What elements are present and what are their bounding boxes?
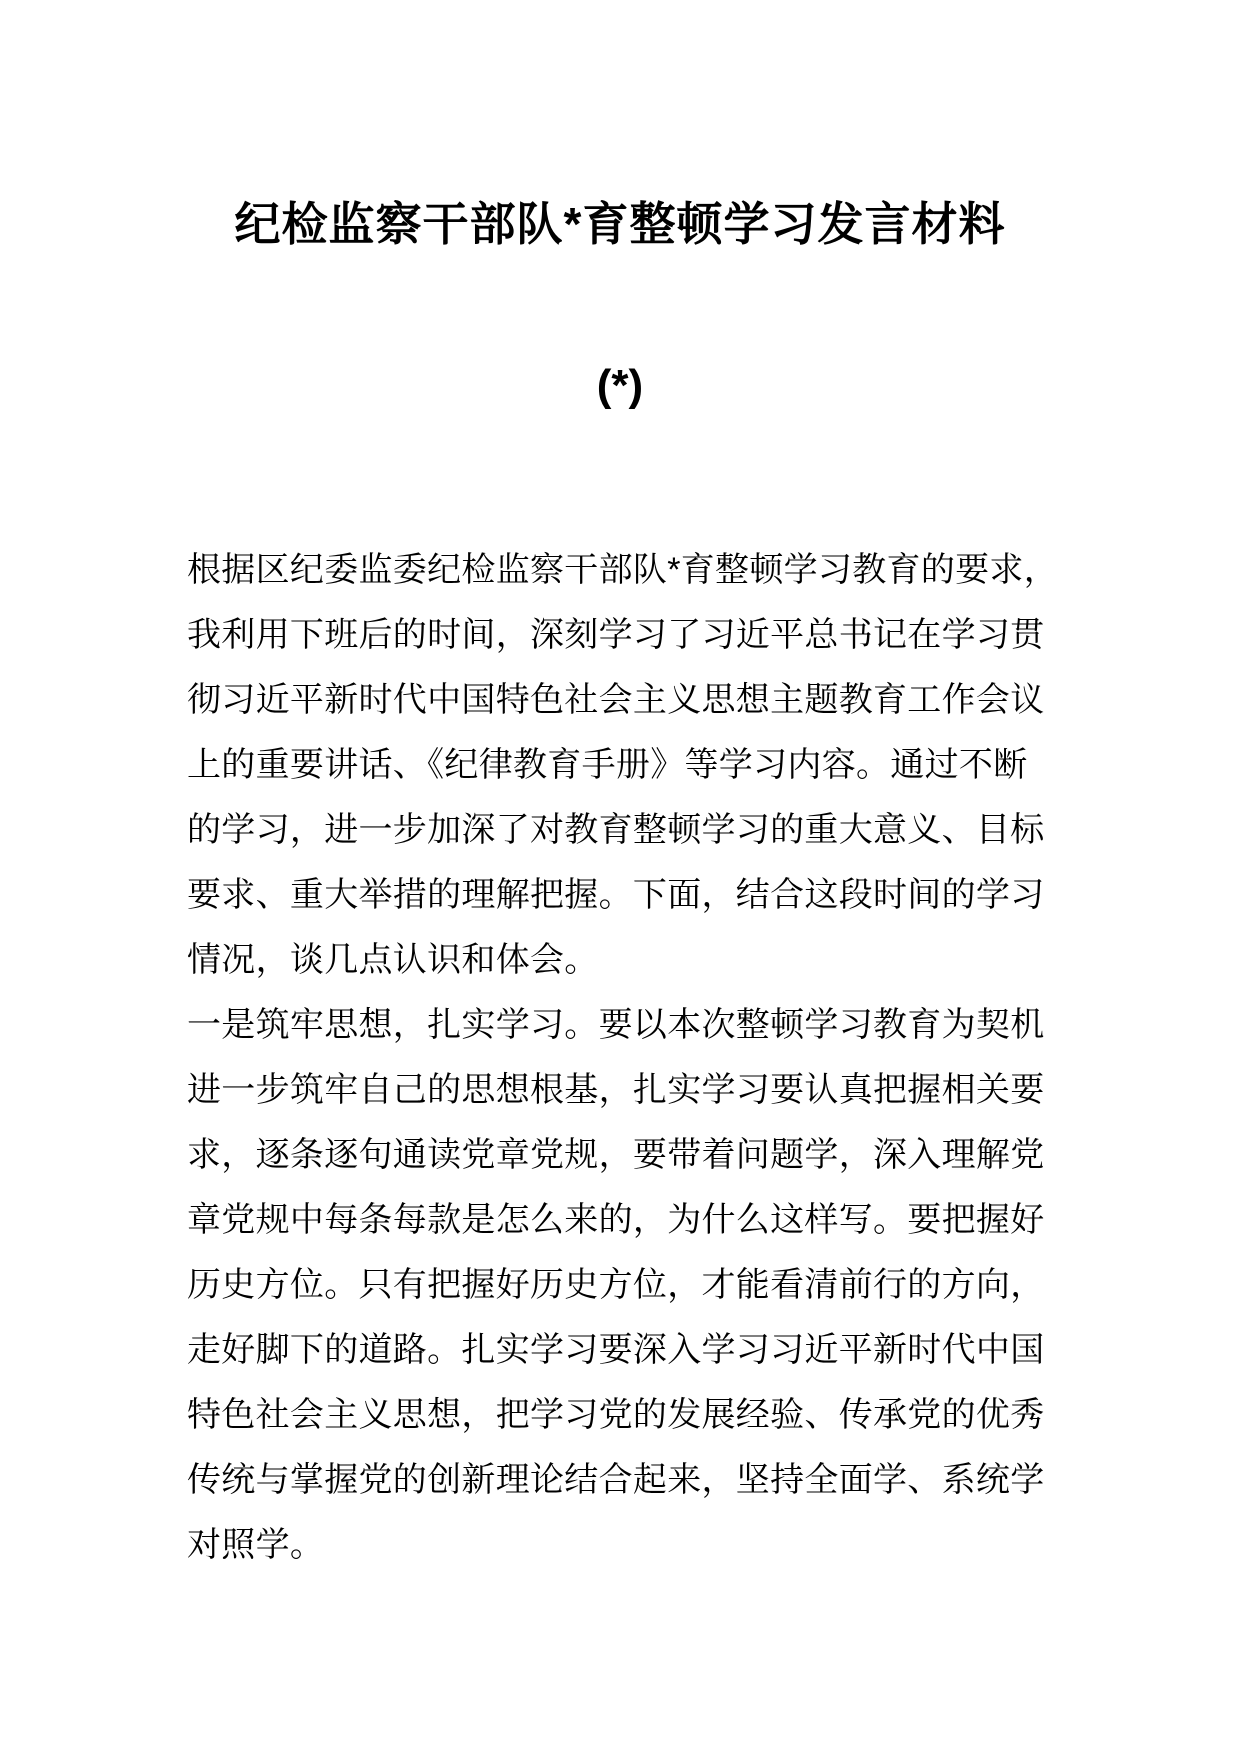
body-line: 特色社会主义思想，把学习党的发展经验、传承党的优秀 — [187, 1396, 1045, 1434]
document-body — [187, 538, 1059, 1578]
body-line: 历史方位。只有把握好历史方位，才能看清前行的方向， — [187, 1266, 1045, 1304]
paragraph — [187, 538, 1059, 993]
document-subtitle: (*) — [596, 361, 644, 410]
body-line: 章党规中每条每款是怎么来的，为什么这样写。要把握好 — [187, 1201, 1045, 1239]
body-line: 走好脚下的道路。扎实学习要深入学习习近平新时代中国 — [187, 1331, 1045, 1369]
document-title: 纪检监察干部队*育整顿学习发言材料 — [234, 198, 1006, 250]
body-line: 的学习，进一步加深了对教育整顿学习的重大意义、目标 — [187, 811, 1045, 849]
paragraph — [187, 993, 1047, 1578]
body-line: 彻习近平新时代中国特色社会主义思想主题教育工作会议 — [187, 681, 1045, 719]
body-line: 进一步筑牢自己的思想根基，扎实学习要认真把握相关要 — [187, 1071, 1045, 1109]
body-line: 我利用下班后的时间，深刻学习了习近平总书记在学习贯 — [187, 616, 1045, 654]
body-line: 一是筑牢思想，扎实学习。要以本次整顿学习教育为契机 — [187, 1006, 1045, 1044]
body-line: 要求、重大举措的理解把握。下面，结合这段时间的学习 — [187, 876, 1045, 914]
body-line: 传统与掌握党的创新理论结合起来，坚持全面学、系统学 — [187, 1461, 1045, 1499]
body-line: 上的重要讲话、《纪律教育手册》等学习内容。通过不断 — [187, 746, 1028, 784]
body-line: 对照学。 — [187, 1526, 325, 1564]
body-line: 情况，谈几点认识和体会。 — [187, 941, 599, 979]
body-line: 根据区纪委监委纪检监察干部队*育整顿学习教育的要求， — [187, 551, 1059, 589]
body-line: 求，逐条逐句通读党章党规，要带着问题学，深入理解党 — [187, 1136, 1045, 1174]
